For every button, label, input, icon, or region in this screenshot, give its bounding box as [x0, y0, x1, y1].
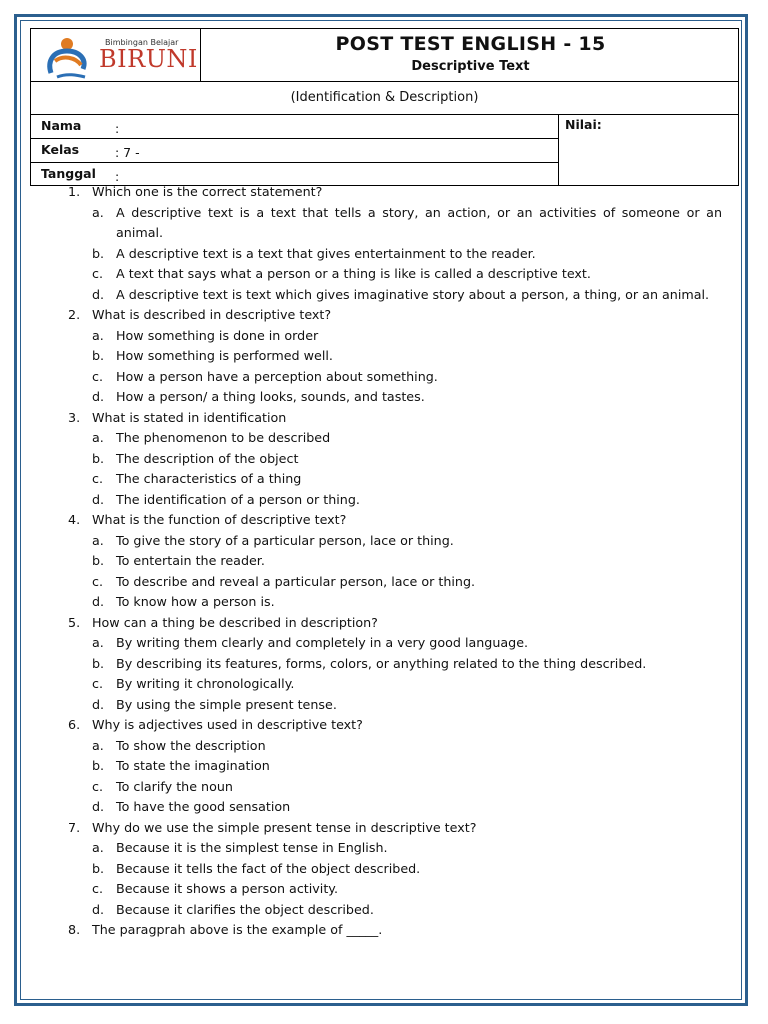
question-item [60, 510, 722, 531]
option-text: Because it tells the fact of the object described. [116, 860, 421, 876]
option-text: How a person/ a thing looks, sounds, and tastes. [116, 389, 425, 404]
answer-option[interactable] [60, 695, 722, 716]
option-letter: c. [92, 471, 104, 486]
name-field[interactable]: : [115, 121, 120, 136]
option-text: To describe and reveal a particular person, lace or thing. [116, 573, 476, 589]
option-letter: b. [92, 758, 105, 773]
question-number: 3. [68, 409, 81, 425]
question-number: 6. [68, 717, 81, 732]
option-text: To state the imagination [116, 758, 270, 773]
option-letter: d. [92, 286, 105, 302]
option-letter: b. [92, 245, 105, 261]
answer-option[interactable] [60, 367, 722, 388]
option-text: How a person have a perception about something. [116, 368, 438, 384]
question-list [60, 182, 722, 941]
question-item [60, 182, 722, 203]
answer-option[interactable] [60, 490, 722, 511]
option-letter: d. [92, 901, 105, 917]
page-subtitle: Descriptive Text [411, 59, 530, 74]
question-text: Which one is the correct statement? [92, 184, 323, 199]
answer-option[interactable] [60, 387, 722, 408]
question-text: What is stated in identification [92, 409, 287, 425]
option-text: The identification of a person or thing. [116, 491, 360, 507]
logo-tagline: Bimbingan Belajar [105, 38, 179, 47]
biruni-logo-icon [45, 35, 95, 79]
question-text: Why do we use the simple present tense in descriptive text? [92, 819, 477, 835]
option-text: How something is performed well. [116, 348, 333, 363]
answer-option[interactable] [60, 449, 722, 470]
option-text: The description of the object [116, 450, 299, 466]
option-letter: a. [92, 737, 104, 753]
option-text: To have the good sensation [116, 799, 291, 814]
score-label: Nilai: [565, 117, 602, 132]
option-text: By using the simple present tense. [116, 696, 337, 712]
option-letter: c. [92, 266, 104, 281]
name-row [31, 115, 558, 139]
header-table [30, 28, 739, 186]
option-text: The characteristics of a thing [116, 471, 302, 486]
option-text: A text that says what a person or a thing is like is called a descriptive text. [116, 266, 591, 281]
question-number: 1. [68, 184, 81, 199]
question-item [60, 920, 722, 941]
question-item [60, 818, 722, 839]
class-row [31, 139, 558, 163]
answer-option[interactable] [60, 674, 722, 695]
option-letter: b. [92, 450, 105, 466]
answer-option[interactable] [60, 756, 722, 777]
option-letter: d. [92, 696, 105, 712]
option-letter: a. [92, 204, 104, 220]
option-text: Because it is the simplest tense in English. [116, 840, 388, 855]
question-text: How can a thing be described in description? [92, 614, 378, 630]
option-letter: c. [92, 881, 104, 896]
answer-option[interactable] [60, 285, 722, 306]
name-label: Nama [41, 118, 82, 133]
logo-wordmark: BIRUNI [99, 45, 198, 73]
answer-option[interactable] [60, 797, 722, 818]
question-item [60, 613, 722, 634]
logo-cell [31, 29, 201, 81]
question-item [60, 305, 722, 326]
option-text: A descriptive text is text which gives imaginative story about a person, a thing, or an animal. [116, 286, 710, 302]
option-text: To entertain the reader. [116, 553, 265, 568]
section-label: (Identification & Description) [31, 81, 738, 115]
answer-option[interactable] [60, 859, 722, 880]
question-number: 4. [68, 512, 81, 527]
option-text: The phenomenon to be described [116, 430, 331, 445]
answer-option[interactable] [60, 428, 722, 449]
option-letter: c. [92, 573, 104, 589]
answer-option[interactable] [60, 203, 722, 244]
page-title: POST TEST ENGLISH - 15 [335, 33, 606, 55]
answer-option[interactable] [60, 572, 722, 593]
answer-option[interactable] [60, 551, 722, 572]
question-text: What is the function of descriptive text? [92, 512, 347, 527]
option-letter: a. [92, 430, 104, 445]
option-text: How something is done in order [116, 327, 319, 343]
answer-option[interactable] [60, 654, 722, 675]
question-item [60, 715, 722, 736]
option-letter: a. [92, 840, 104, 855]
option-letter: d. [92, 799, 105, 814]
option-letter: c. [92, 368, 104, 384]
date-field[interactable]: : [115, 169, 120, 184]
option-text: By describing its features, forms, colors, or anything related to the thing described. [116, 655, 647, 671]
question-number: 8. [68, 922, 81, 937]
question-number: 7. [68, 819, 81, 835]
option-letter: d. [92, 491, 105, 507]
question-item [60, 408, 722, 429]
date-label: Tanggal [41, 166, 96, 181]
answer-option[interactable] [60, 592, 722, 613]
question-text: Why is adjectives used in descriptive text? [92, 717, 363, 732]
option-text: To show the description [116, 737, 266, 753]
option-letter: a. [92, 532, 104, 548]
answer-option[interactable] [60, 531, 722, 552]
question-text: What is described in descriptive text? [92, 307, 332, 322]
answer-option[interactable] [60, 900, 722, 921]
answer-option[interactable] [60, 326, 722, 347]
question-number: 2. [68, 307, 81, 322]
class-field[interactable]: : 7 - [115, 145, 140, 160]
class-label: Kelas [41, 142, 80, 157]
option-letter: a. [92, 635, 104, 650]
option-text: A descriptive text is a text that gives entertainment to the reader. [116, 245, 536, 261]
option-letter: b. [92, 860, 105, 876]
option-letter: d. [92, 389, 105, 404]
answer-option[interactable] [60, 346, 722, 367]
option-text: By writing them clearly and completely in a very good language. [116, 635, 529, 650]
answer-option[interactable] [60, 777, 722, 798]
option-text: A descriptive text is a text that tells a story, an action, or an activities of someone or an animal. [116, 204, 722, 240]
option-letter: b. [92, 348, 105, 363]
answer-option[interactable] [60, 736, 722, 757]
answer-option[interactable] [60, 264, 722, 285]
option-letter: c. [92, 676, 104, 691]
option-text: To give the story of a particular person, lace or thing. [116, 532, 454, 548]
question-text: The paragprah above is the example of _____. [92, 922, 383, 937]
option-text: Because it shows a person activity. [116, 881, 339, 896]
answer-option[interactable] [60, 838, 722, 859]
answer-option[interactable] [60, 469, 722, 490]
option-text: To know how a person is. [116, 594, 275, 609]
option-letter: d. [92, 594, 105, 609]
question-number: 5. [68, 614, 81, 630]
score-box[interactable] [558, 115, 738, 185]
option-letter: b. [92, 655, 105, 671]
option-text: Because it clarifies the object described. [116, 901, 374, 917]
option-letter: c. [92, 778, 104, 794]
option-letter: a. [92, 327, 104, 343]
answer-option[interactable] [60, 879, 722, 900]
option-letter: b. [92, 553, 105, 568]
option-text: To clarify the noun [116, 778, 233, 794]
answer-option[interactable] [60, 244, 722, 265]
option-text: By writing it chronologically. [116, 676, 295, 691]
answer-option[interactable] [60, 633, 722, 654]
